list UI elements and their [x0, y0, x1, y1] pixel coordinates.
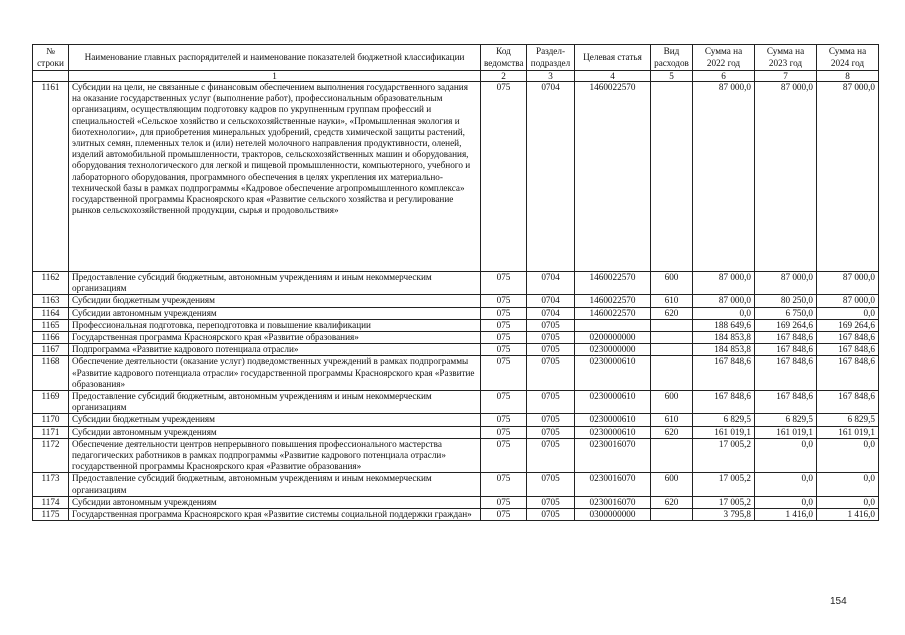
row-target-article: 1460022570: [575, 82, 651, 272]
row-amount-2024: 87 000,0: [817, 295, 879, 307]
row-name: Подпрограмма «Развитие кадрового потенциала отрасли»: [69, 344, 481, 356]
row-amount-2024: 0,0: [817, 496, 879, 508]
row-amount-2022: 17 005,2: [693, 496, 755, 508]
row-section: 0705: [527, 473, 575, 496]
row-department-code: 075: [481, 473, 527, 496]
row-number: 1165: [33, 319, 69, 331]
row-section: 0705: [527, 414, 575, 426]
row-section: 0704: [527, 307, 575, 319]
table-row: [33, 332, 879, 344]
row-amount-2023: 167 848,6: [755, 356, 817, 391]
row-amount-2023: 167 848,6: [755, 332, 817, 344]
row-amount-2024: 6 829,5: [817, 414, 879, 426]
column-number: 4: [575, 71, 651, 82]
header-name: Наименование главных распорядителей и наименование показателей бюджетной классификации: [69, 45, 481, 71]
row-number: 1174: [33, 496, 69, 508]
column-number: 8: [817, 71, 879, 82]
row-amount-2023: 169 264,6: [755, 319, 817, 331]
row-expense-type: 600: [651, 391, 693, 414]
row-amount-2023: 6 750,0: [755, 307, 817, 319]
row-section: 0705: [527, 391, 575, 414]
row-number: 1171: [33, 426, 69, 438]
row-target-article: 0230016070: [575, 438, 651, 473]
header-department-code: Код ведомства: [481, 45, 527, 71]
row-target-article: 1460022570: [575, 272, 651, 295]
column-number: 7: [755, 71, 817, 82]
row-expense-type: [651, 344, 693, 356]
row-amount-2023: 167 848,6: [755, 391, 817, 414]
table-row: [33, 509, 879, 521]
row-amount-2022: 17 005,2: [693, 438, 755, 473]
row-amount-2023: 6 829,5: [755, 414, 817, 426]
row-name: Предоставление субсидий бюджетным, автономным учреждениям и иным некоммерческим организациям: [69, 473, 481, 496]
row-target-article: 1460022570: [575, 295, 651, 307]
column-number-row: [33, 71, 879, 82]
table-row: [33, 307, 879, 319]
row-expense-type: 620: [651, 307, 693, 319]
row-department-code: 075: [481, 319, 527, 331]
row-amount-2023: 87 000,0: [755, 82, 817, 272]
column-number: 2: [481, 71, 527, 82]
row-section: 0704: [527, 295, 575, 307]
header-row-no: № строки: [33, 45, 69, 71]
page-number: 154: [830, 596, 847, 607]
row-target-article: 0200000000: [575, 332, 651, 344]
table-row: [33, 438, 879, 473]
row-amount-2023: 1 416,0: [755, 509, 817, 521]
row-expense-type: 610: [651, 295, 693, 307]
row-expense-type: 610: [651, 414, 693, 426]
row-department-code: 075: [481, 438, 527, 473]
column-number: [33, 71, 69, 82]
row-department-code: 075: [481, 82, 527, 272]
row-department-code: 075: [481, 496, 527, 508]
budget-table: [32, 44, 879, 521]
row-department-code: 075: [481, 391, 527, 414]
row-name: Субсидии автономным учреждениям: [69, 307, 481, 319]
row-number: 1166: [33, 332, 69, 344]
row-expense-type: 600: [651, 272, 693, 295]
row-amount-2022: 87 000,0: [693, 295, 755, 307]
row-target-article: 0230000610: [575, 356, 651, 391]
row-expense-type: [651, 332, 693, 344]
row-department-code: 075: [481, 356, 527, 391]
row-amount-2023: 167 848,6: [755, 344, 817, 356]
row-name: Предоставление субсидий бюджетным, автономным учреждениям и иным некоммерческим организациям: [69, 391, 481, 414]
row-amount-2022: 3 795,8: [693, 509, 755, 521]
row-number: 1172: [33, 438, 69, 473]
row-number: 1173: [33, 473, 69, 496]
row-expense-type: [651, 356, 693, 391]
row-department-code: 075: [481, 295, 527, 307]
row-name: Обеспечение деятельности (оказание услуг) подведомственных учреждений в рамках подпрограммы «Развитие кадрового потенциала отрасли» государственной программы Красноярского края «Развитие образования»: [69, 356, 481, 391]
row-section: 0705: [527, 426, 575, 438]
row-amount-2023: 80 250,0: [755, 295, 817, 307]
row-amount-2022: 6 829,5: [693, 414, 755, 426]
row-amount-2024: 87 000,0: [817, 272, 879, 295]
table-row: [33, 426, 879, 438]
row-amount-2024: 87 000,0: [817, 82, 879, 272]
table-row: [33, 473, 879, 496]
row-amount-2022: 87 000,0: [693, 272, 755, 295]
row-number: 1161: [33, 82, 69, 272]
row-name: Государственная программа Красноярского края «Развитие образования»: [69, 332, 481, 344]
row-amount-2024: 1 416,0: [817, 509, 879, 521]
table-row: [33, 344, 879, 356]
row-section: 0705: [527, 496, 575, 508]
row-amount-2022: 87 000,0: [693, 82, 755, 272]
header-expense-type: Вид расходов: [651, 45, 693, 71]
row-target-article: 0300000000: [575, 509, 651, 521]
row-amount-2022: 17 005,2: [693, 473, 755, 496]
table-row: [33, 82, 879, 272]
row-section: 0705: [527, 356, 575, 391]
row-target-article: 0230000610: [575, 391, 651, 414]
table-row: [33, 391, 879, 414]
row-amount-2023: 0,0: [755, 473, 817, 496]
row-number: 1169: [33, 391, 69, 414]
row-section: 0705: [527, 319, 575, 331]
row-target-article: 0230000610: [575, 426, 651, 438]
row-number: 1164: [33, 307, 69, 319]
header-amount-2024: Сумма на 2024 год: [817, 45, 879, 71]
table-row: [33, 295, 879, 307]
row-amount-2023: 0,0: [755, 438, 817, 473]
row-name: Обеспечение деятельности центров непрерывного повышения профессионального мастерства педагогических работников в рамках подпрограммы «Развитие кадрового потенциала отрасли» государственной программы Красноярского края «Развитие образования»: [69, 438, 481, 473]
row-target-article: 0230016070: [575, 473, 651, 496]
row-amount-2024: 0,0: [817, 438, 879, 473]
row-target-article: 0230000000: [575, 344, 651, 356]
table-body: [33, 82, 879, 521]
row-section: 0705: [527, 509, 575, 521]
row-amount-2024: 167 848,6: [817, 332, 879, 344]
row-section: 0705: [527, 438, 575, 473]
row-number: 1167: [33, 344, 69, 356]
row-amount-2024: 167 848,6: [817, 344, 879, 356]
row-amount-2022: 184 853,8: [693, 332, 755, 344]
table-row: [33, 319, 879, 331]
row-amount-2022: 0,0: [693, 307, 755, 319]
row-amount-2024: 167 848,6: [817, 356, 879, 391]
row-amount-2023: 161 019,1: [755, 426, 817, 438]
column-number: 5: [651, 71, 693, 82]
row-expense-type: [651, 82, 693, 272]
row-target-article: 1460022570: [575, 307, 651, 319]
row-department-code: 075: [481, 332, 527, 344]
row-amount-2023: 87 000,0: [755, 272, 817, 295]
row-department-code: 075: [481, 509, 527, 521]
header-amount-2023: Сумма на 2023 год: [755, 45, 817, 71]
row-amount-2023: 0,0: [755, 496, 817, 508]
row-number: 1175: [33, 509, 69, 521]
row-amount-2024: 0,0: [817, 473, 879, 496]
row-expense-type: 600: [651, 473, 693, 496]
row-department-code: 075: [481, 344, 527, 356]
row-name: Субсидии автономным учреждениям: [69, 496, 481, 508]
row-department-code: 075: [481, 426, 527, 438]
row-name: Субсидии бюджетным учреждениям: [69, 414, 481, 426]
row-section: 0704: [527, 272, 575, 295]
row-amount-2024: 167 848,6: [817, 391, 879, 414]
row-expense-type: [651, 319, 693, 331]
row-expense-type: [651, 438, 693, 473]
row-expense-type: 620: [651, 426, 693, 438]
row-amount-2022: 161 019,1: [693, 426, 755, 438]
row-name: Профессиональная подготовка, переподготовка и повышение квалификации: [69, 319, 481, 331]
header-target-article: Целевая статья: [575, 45, 651, 71]
row-amount-2024: 0,0: [817, 307, 879, 319]
budget-table-container: [32, 44, 878, 521]
row-expense-type: [651, 509, 693, 521]
table-row: [33, 414, 879, 426]
table-row: [33, 356, 879, 391]
row-number: 1163: [33, 295, 69, 307]
row-number: 1162: [33, 272, 69, 295]
row-department-code: 075: [481, 307, 527, 319]
row-target-article: 0230000610: [575, 414, 651, 426]
header-amount-2022: Сумма на 2022 год: [693, 45, 755, 71]
row-target-article: 0230016070: [575, 496, 651, 508]
header-section: Раздел-подраздел: [527, 45, 575, 71]
row-amount-2024: 169 264,6: [817, 319, 879, 331]
header-row: [33, 45, 879, 71]
row-amount-2022: 167 848,6: [693, 391, 755, 414]
row-section: 0705: [527, 332, 575, 344]
row-target-article: [575, 319, 651, 331]
row-department-code: 075: [481, 272, 527, 295]
row-section: 0705: [527, 344, 575, 356]
row-amount-2022: 188 649,6: [693, 319, 755, 331]
row-amount-2024: 161 019,1: [817, 426, 879, 438]
row-name: Государственная программа Красноярского края «Развитие системы социальной поддержки граждан»: [69, 509, 481, 521]
column-number: 1: [69, 71, 481, 82]
table-row: [33, 496, 879, 508]
row-number: 1168: [33, 356, 69, 391]
row-section: 0704: [527, 82, 575, 272]
row-department-code: 075: [481, 414, 527, 426]
table-row: [33, 272, 879, 295]
row-name: Субсидии автономным учреждениям: [69, 426, 481, 438]
row-number: 1170: [33, 414, 69, 426]
column-number: 3: [527, 71, 575, 82]
column-number: 6: [693, 71, 755, 82]
row-amount-2022: 167 848,6: [693, 356, 755, 391]
row-amount-2022: 184 853,8: [693, 344, 755, 356]
row-name: Субсидии бюджетным учреждениям: [69, 295, 481, 307]
row-expense-type: 620: [651, 496, 693, 508]
row-name: Предоставление субсидий бюджетным, автономным учреждениям и иным некоммерческим организациям: [69, 272, 481, 295]
row-name: Субсидии на цели, не связанные с финансовым обеспечением выполнения государственного задания на оказание государственных услуг (выполнение работ), профессиональным образовательным организациям, осуществляющим подготовку кадров по укрупненным группам профессий и специальностей «Сельское хозяйство и сельскохозяйственные науки», «Промышленная экология и биотехнологии», для приобретения минеральных удобрений, средств химической защиты растений, элитных семян, племенных телок и (или) нетелей молочного направления продуктивности, оленей, изделий автомобильной промышленности, тракторов, сельскохозяйственных машин и оборудования, оборудования технологического для легкой и пищевой промышленности, компьютерного, учебного и лабораторного оборудования, программного обеспечения в целях укрепления их материально-технической базы в рамках подпрограммы «Кадровое обеспечение агропромышленного комплекса» государственной программы Красноярского края «Развитие сельского хозяйства и регулирование рынков сельскохозяйственной продукции, сырья и продовольствия»: [69, 82, 481, 272]
